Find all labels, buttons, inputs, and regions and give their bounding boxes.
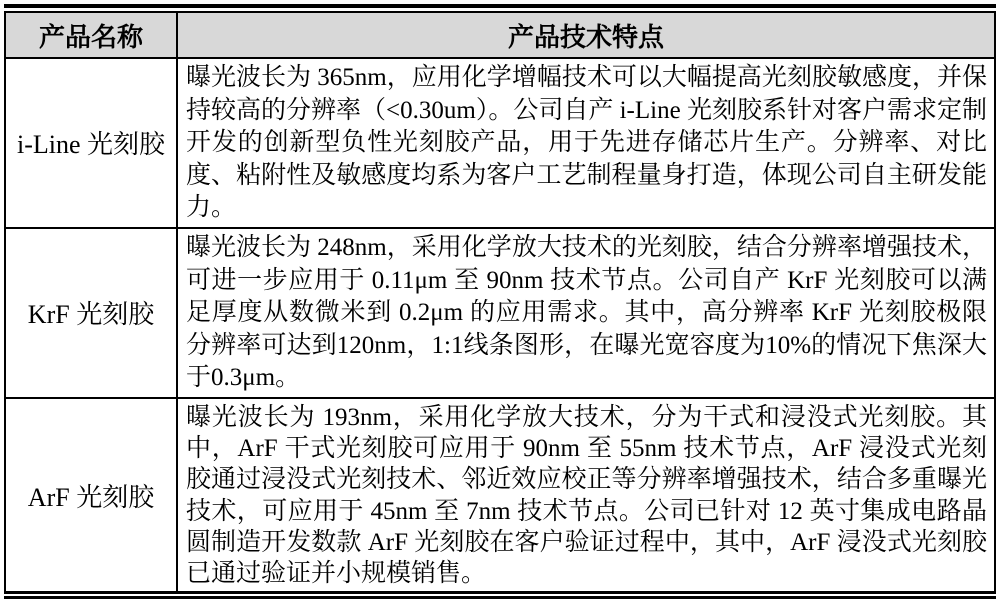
product-name-cell: i-Line 光刻胶 bbox=[6, 59, 178, 227]
product-name-cell: ArF 光刻胶 bbox=[6, 399, 178, 591]
document-page bbox=[4, 0, 996, 599]
tech-features-cell: 曝光波长为 193nm，采用化学放大技术，分为干式和浸没式光刻胶。其中，ArF 干式光刻胶可应用于 90nm 至 55nm 技术节点，ArF 浸没式光刻胶通过浸没式光刻技术、邻近效应校正等分辨率增强技术，结合多重曝光技术，可应用于 45nm 至 7nm 技术节点。公司已针对 12 英寸集成电路晶圆制造开发数款 ArF 光刻胶在客户验证过程中，其中，ArF 浸没式光刻胶已通过验证并小规模销售。 bbox=[186, 403, 987, 587]
table-row-iline bbox=[6, 57, 994, 227]
tech-features-cell: 曝光波长为 365nm，应用化学增幅技术可以大幅提高光刻胶敏感度，并保持较高的分辨率（<0.30um）。公司自产 i-Line 光刻胶系针对客户需求定制开发的创新型负性光刻胶产品，用于先进存储芯片生产。分辨率、对比度、粘附性及敏感度均系为客户工艺制程量身打造，体现公司自主研发能力。 bbox=[186, 64, 987, 222]
table-row-krf bbox=[6, 227, 994, 397]
table-row-arf bbox=[6, 397, 994, 591]
product-name-cell: KrF 光刻胶 bbox=[6, 229, 178, 397]
table-header-row bbox=[6, 13, 994, 57]
product-features-table bbox=[4, 11, 996, 591]
header-product-name: 产品名称 bbox=[6, 13, 178, 57]
tech-features-cell: 曝光波长为 248nm，采用化学放大技术的光刻胶，结合分辨率增强技术，可进一步应用于 0.11μm 至 90nm 技术节点。公司自产 KrF 光刻胶可以满足厚度从数微米到 0.2μm 的应用需求。其中，高分辨率 KrF 光刻胶极限分辨率可达到120nm，1:1线条图形，在曝光宽容度为10%的情况下焦深大于0.3μm。 bbox=[186, 233, 987, 392]
header-tech-features: 产品技术特点 bbox=[507, 22, 664, 52]
